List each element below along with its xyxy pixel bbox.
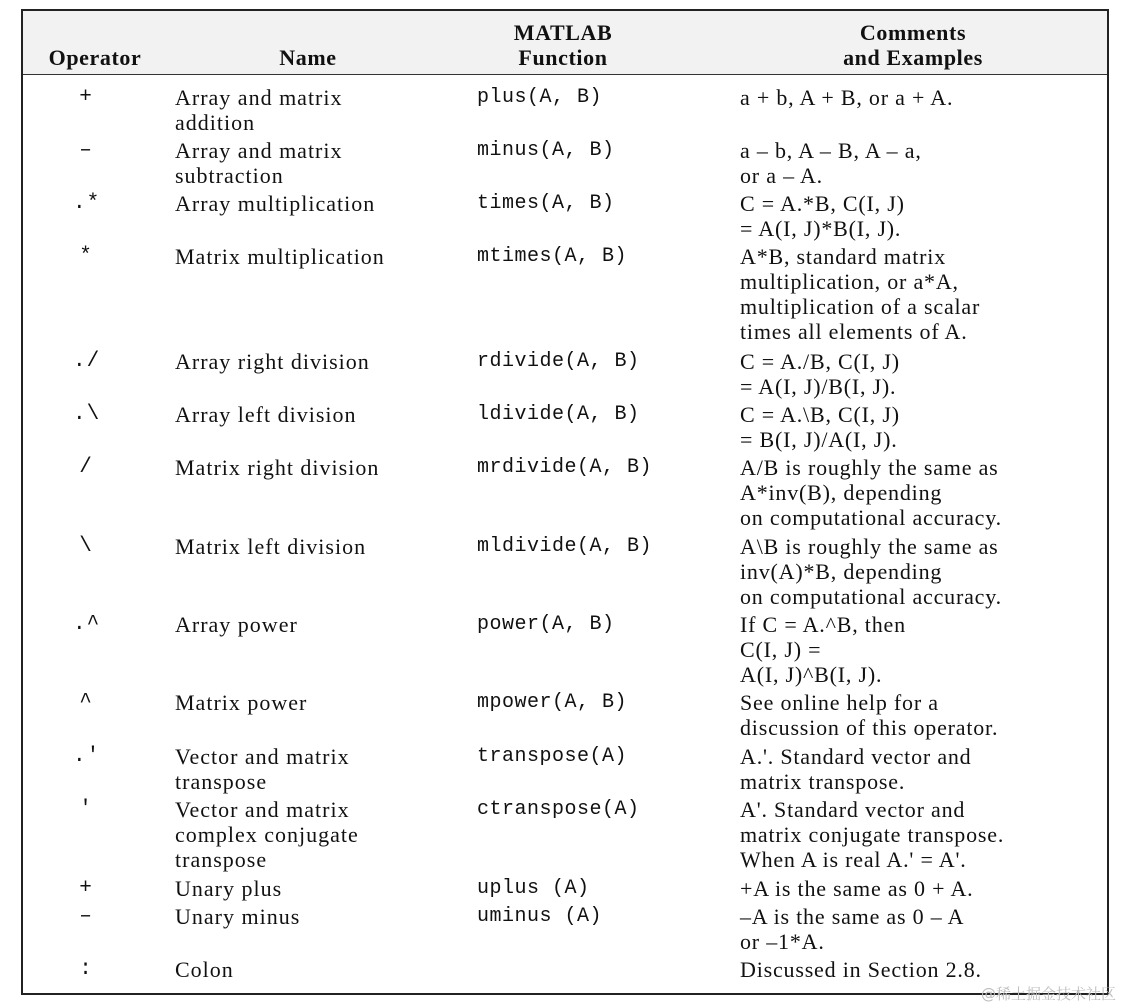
function-cell: times(A, B) — [477, 192, 615, 215]
name-cell: Matrix multiplication — [175, 244, 385, 269]
operator-cell: ' — [79, 798, 93, 821]
function-cell: mpower(A, B) — [477, 691, 628, 714]
comment-cell: a + b, A + B, or a + A. — [740, 85, 954, 110]
name-cell: Vector and matrix complex conjugate transpose — [175, 797, 359, 872]
comment-cell: A/B is roughly the same as A*inv(B), depending on computational accuracy. — [740, 455, 1002, 530]
function-cell: mtimes(A, B) — [477, 245, 628, 268]
comment-cell: A\B is roughly the same as inv(A)*B, depending on computational accuracy. — [740, 534, 1002, 609]
function-cell: rdivide(A, B) — [477, 350, 640, 373]
name-cell: Vector and matrix transpose — [175, 744, 350, 794]
name-cell: Array and matrix addition — [175, 85, 343, 135]
operator-cell: + — [79, 877, 93, 900]
name-cell: Array multiplication — [175, 191, 376, 216]
operator-cell: : — [79, 958, 93, 981]
table-header — [23, 11, 1107, 75]
comment-cell: If C = A.^B, then C(I, J) = A(I, J)^B(I, J). — [740, 612, 906, 687]
operator-cell: – — [79, 905, 93, 928]
function-cell: uplus (A) — [477, 877, 590, 900]
comment-cell: See online help for a discussion of this operator. — [740, 690, 999, 740]
function-cell: ldivide(A, B) — [477, 403, 640, 426]
name-cell: Matrix power — [175, 690, 308, 715]
function-cell: mldivide(A, B) — [477, 535, 653, 558]
comment-cell: A*B, standard matrix multiplication, or a*A, multiplication of a scalar times all elements of A. — [740, 244, 981, 344]
comment-cell: a – b, A – B, A – a, or a – A. — [740, 138, 922, 188]
operator-cell: .* — [73, 192, 101, 215]
operator-table — [21, 9, 1109, 995]
function-cell: minus(A, B) — [477, 139, 615, 162]
name-cell: Matrix left division — [175, 534, 367, 559]
operator-cell: \ — [79, 535, 93, 558]
operator-cell: ^ — [79, 691, 93, 714]
operator-cell: ./ — [73, 350, 101, 373]
name-cell: Matrix right division — [175, 455, 380, 480]
watermark: @稀土掘金技术社区 — [980, 985, 1116, 1003]
operator-cell: .\ — [73, 403, 101, 426]
name-cell: Colon — [175, 957, 234, 982]
name-cell: Array left division — [175, 402, 357, 427]
operator-cell: .^ — [73, 613, 101, 636]
operator-cell: + — [79, 86, 93, 109]
header-operator: Operator — [48, 45, 142, 70]
comment-cell: A'. Standard vector and matrix conjugate transpose. When A is real A.' = A'. — [740, 797, 1005, 872]
name-cell: Array right division — [175, 349, 370, 374]
header-comments: Comments and Examples — [843, 20, 983, 70]
function-cell: plus(A, B) — [477, 86, 603, 109]
function-cell: mrdivide(A, B) — [477, 456, 653, 479]
name-cell: Array and matrix subtraction — [175, 138, 343, 188]
operator-cell: / — [79, 456, 93, 479]
comment-cell: –A is the same as 0 – A or –1*A. — [740, 904, 965, 954]
operator-cell: – — [79, 139, 93, 162]
name-cell: Unary plus — [175, 876, 283, 901]
operator-cell: .' — [73, 745, 101, 768]
header-name: Name — [279, 45, 337, 70]
comment-cell: +A is the same as 0 + A. — [740, 876, 974, 901]
comment-cell: A.'. Standard vector and matrix transpose. — [740, 744, 972, 794]
function-cell: transpose(A) — [477, 745, 628, 768]
comment-cell: C = A.\B, C(I, J) = B(I, J)/A(I, J). — [740, 402, 900, 452]
comment-cell: Discussed in Section 2.8. — [740, 957, 982, 982]
operator-cell: * — [79, 245, 93, 268]
comment-cell: C = A.*B, C(I, J) = A(I, J)*B(I, J). — [740, 191, 905, 241]
function-cell: ctranspose(A) — [477, 798, 640, 821]
header-function: MATLAB Function — [513, 20, 613, 70]
comment-cell: C = A./B, C(I, J) = A(I, J)/B(I, J). — [740, 349, 900, 399]
name-cell: Array power — [175, 612, 298, 637]
function-cell: uminus (A) — [477, 905, 603, 928]
name-cell: Unary minus — [175, 904, 301, 929]
function-cell: power(A, B) — [477, 613, 615, 636]
